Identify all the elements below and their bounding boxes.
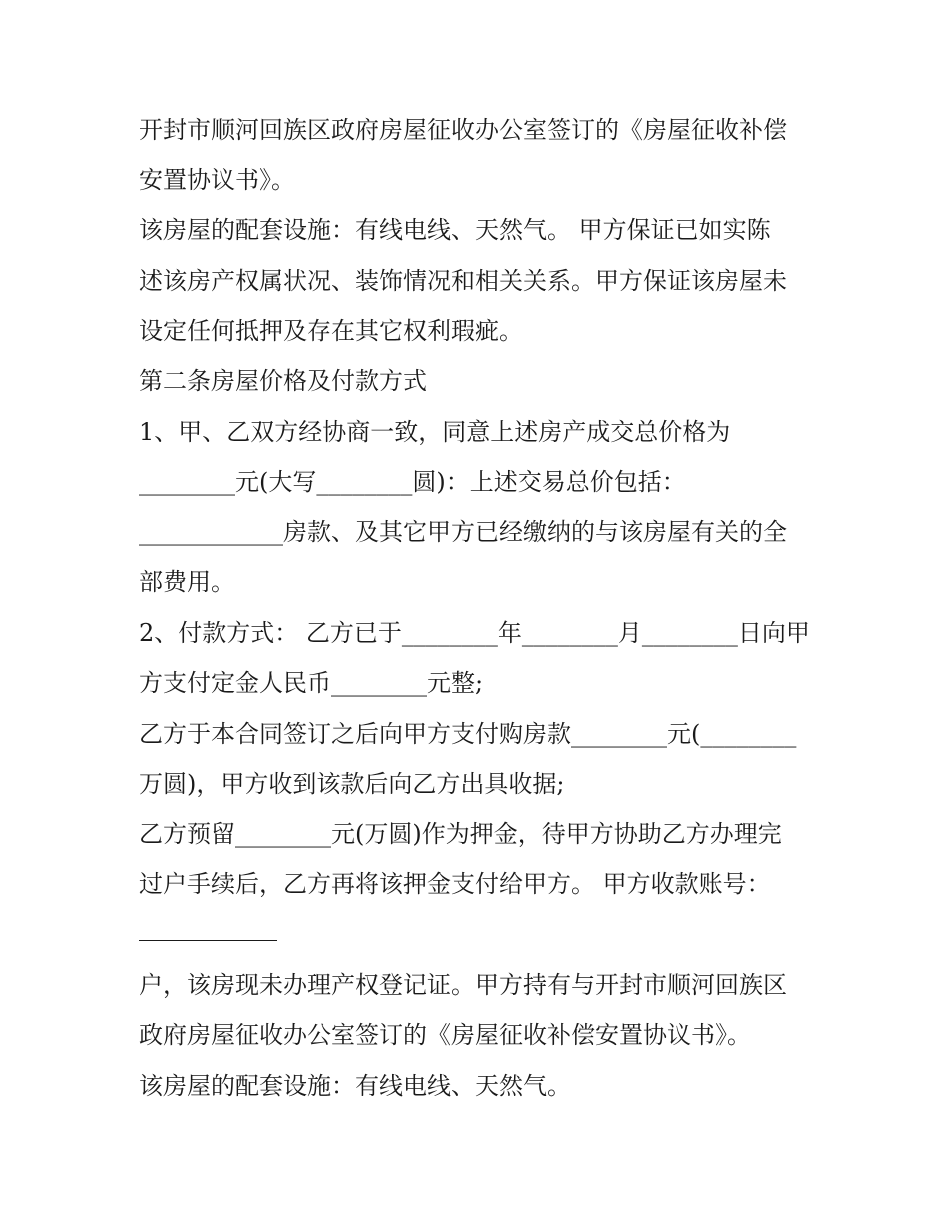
text-line: 2、付款方式： 乙方已于________年________月________日向甲: [139, 619, 810, 647]
text-line: 开封市顺河回族区政府房屋征收办公室签订的《房屋征收补偿: [139, 116, 787, 144]
text-line: 述该房产权属状况、装饰情况和相关关系。甲方保证该房屋未: [139, 267, 787, 295]
text-line: 乙方预留________元(万圆)作为押金，待甲方协助乙方办理完: [139, 820, 782, 848]
text-line: 该房屋的配套设施：有线电线、天然气。 甲方保证已如实陈: [139, 216, 771, 244]
text-line: 户，该房现未办理产权登记证。甲方持有与开封市顺河回族区: [139, 971, 787, 999]
text-line: 1、甲、乙双方经协商一致，同意上述房产成交总价格为: [139, 418, 731, 446]
text-line: 方支付定金人民币________元整;: [139, 669, 484, 697]
text-line: ________元(大写________圆)：上述交易总价包括：: [139, 468, 686, 496]
text-line: 部费用。: [139, 568, 235, 596]
section-heading: 第二条房屋价格及付款方式: [139, 367, 427, 395]
text-line: 万圆)，甲方收到该款后向乙方出具收据;: [139, 770, 565, 798]
account-number-blank: [139, 940, 277, 941]
text-line: 安置协议书》。: [139, 166, 295, 194]
text-line: 过户手续后，乙方再将该押金支付给甲方。 甲方收款账号：: [139, 870, 771, 898]
text-line: 乙方于本合同签订之后向甲方支付购房款________元(________: [139, 720, 797, 748]
text-line: ____________房款、及其它甲方已经缴纳的与该房屋有关的全: [139, 518, 787, 546]
text-line: 设定任何抵押及存在其它权利瑕疵。: [139, 317, 523, 345]
text-line: 该房屋的配套设施：有线电线、天然气。: [139, 1072, 571, 1100]
text-line: 政府房屋征收办公室签订的《房屋征收补偿安置协议书》。: [139, 1021, 751, 1049]
